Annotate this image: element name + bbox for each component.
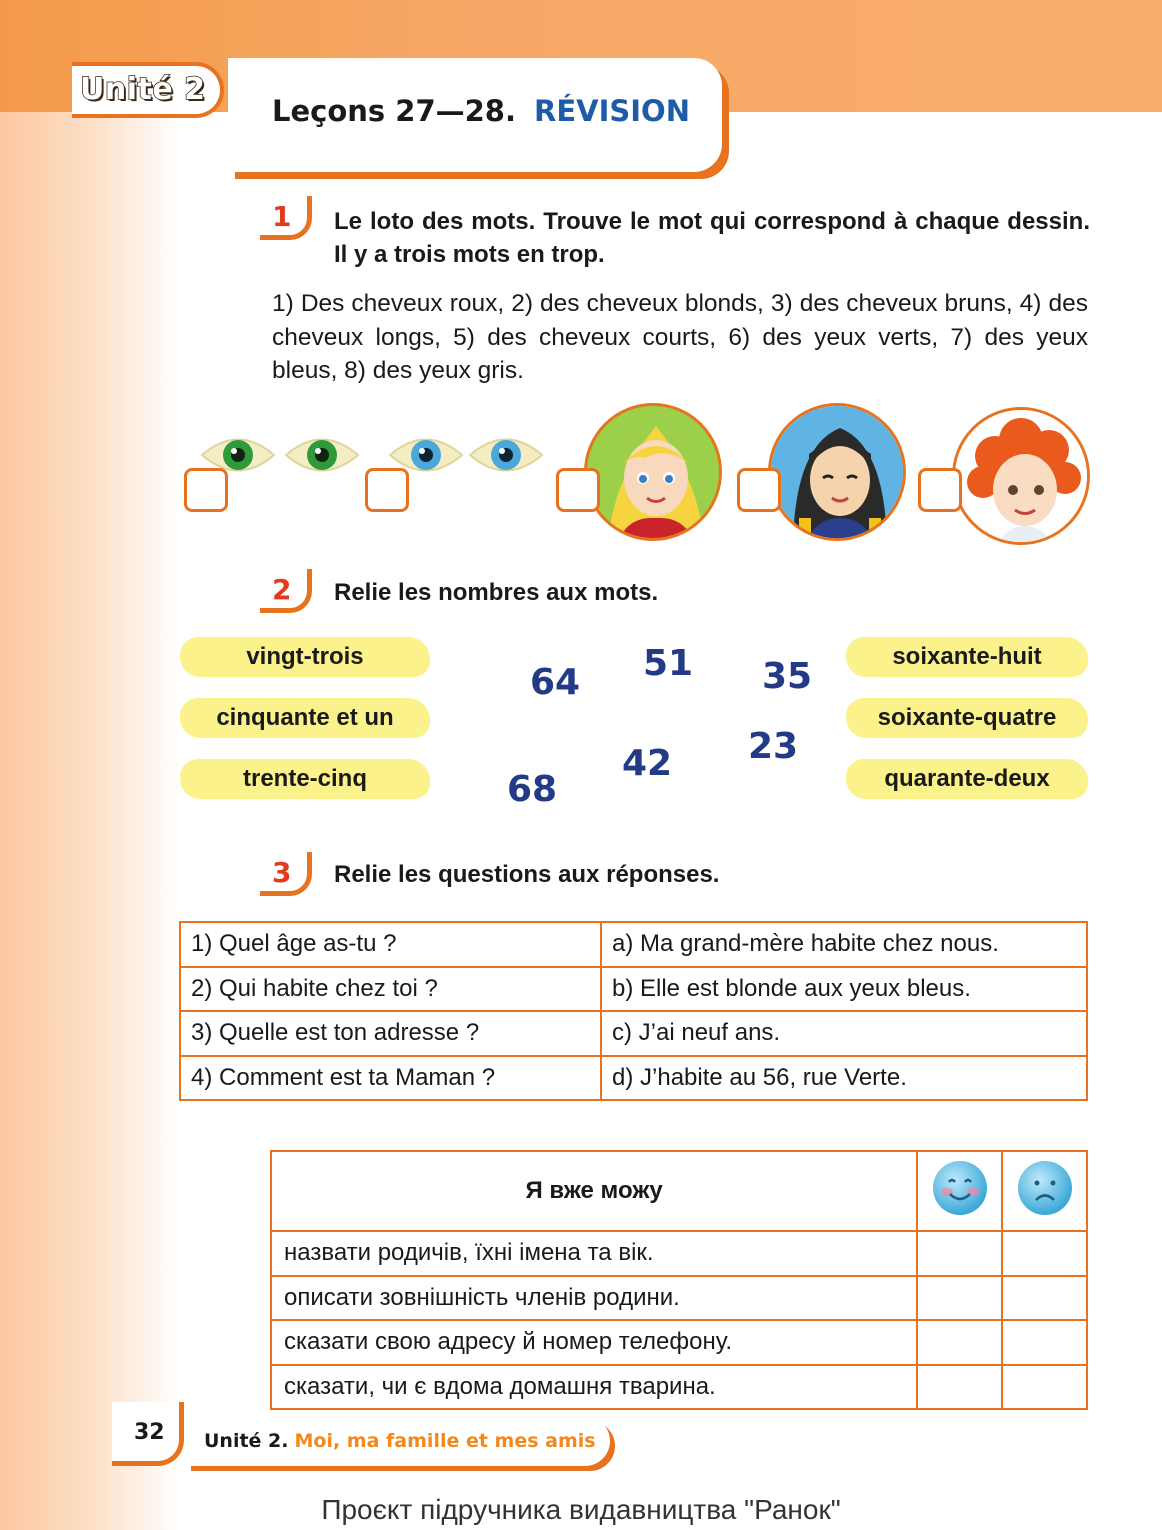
word-tag[interactable]: soixante-quatre — [846, 698, 1088, 738]
skill-label: назвати родичів, їхні імена та вік. — [271, 1231, 917, 1276]
publisher-note: Проєкт підручника видавництва "Ранок" — [321, 1494, 841, 1525]
footer-unit-label: Unité 2. — [204, 1430, 289, 1452]
word-tag[interactable]: soixante-huit — [846, 637, 1088, 677]
sad-check-cell[interactable] — [1002, 1276, 1087, 1321]
happy-face-cell — [917, 1151, 1002, 1231]
number-item[interactable]: 51 — [643, 643, 694, 684]
revision-label: RÉVISION — [534, 94, 690, 128]
table-row — [271, 1320, 1087, 1365]
unit-badge: Unité 2 — [80, 72, 206, 107]
happy-check-cell[interactable] — [917, 1276, 1002, 1321]
answer-cell[interactable]: a) Ma grand-mère habite chez nous. — [601, 922, 1087, 967]
answer-cell[interactable]: c) J’ai neuf ans. — [601, 1011, 1087, 1056]
table-row — [180, 1011, 1087, 1056]
page-side-gradient — [0, 0, 180, 1530]
sad-check-cell[interactable] — [1002, 1365, 1087, 1410]
question-cell[interactable]: 3) Quelle est ton adresse ? — [180, 1011, 601, 1056]
table-row — [180, 967, 1087, 1012]
table-row — [271, 1365, 1087, 1410]
number-item[interactable]: 68 — [507, 769, 558, 810]
blonde-girl-portrait — [584, 403, 722, 541]
number-item[interactable]: 42 — [622, 743, 673, 784]
lesson-title — [272, 94, 690, 128]
exercise-3-instruction: Relie les questions aux réponses. — [334, 861, 720, 888]
exercise-1-number: 1 — [272, 200, 292, 233]
lesson-title-text: Leçons 27—28. — [272, 94, 516, 128]
answer-cell[interactable]: b) Elle est blonde aux yeux bleus. — [601, 967, 1087, 1012]
sad-check-cell[interactable] — [1002, 1320, 1087, 1365]
green-eye-icon — [282, 430, 362, 480]
self-check-heading: Я вже можу — [271, 1151, 917, 1231]
self-check-header-row — [271, 1151, 1087, 1231]
answer-box-dark-haired-girl[interactable] — [737, 468, 781, 512]
word-tag[interactable]: quarante-deux — [846, 759, 1088, 799]
page-number: 32 — [134, 1420, 165, 1445]
number-item[interactable]: 35 — [762, 656, 813, 697]
number-item[interactable]: 64 — [530, 662, 581, 703]
answer-box-red-haired-girl[interactable] — [918, 468, 962, 512]
sad-face-icon — [1015, 1158, 1075, 1218]
question-cell[interactable]: 2) Qui habite chez toi ? — [180, 967, 601, 1012]
exercise-2-instruction: Relie les nombres aux mots. — [334, 579, 659, 606]
exercise-1-instruction: Le loto des mots. Trouve le mot qui correspond à chaque dessin. Il y a trois mots en trop. — [334, 208, 1090, 268]
blonde-girl-icon — [587, 406, 722, 541]
footer-unit-title — [204, 1430, 596, 1452]
question-cell[interactable]: 1) Quel âge as-tu ? — [180, 922, 601, 967]
blue-eye-icon — [466, 430, 546, 480]
happy-face-icon — [930, 1158, 990, 1218]
answer-box-green-eyes[interactable] — [184, 468, 228, 512]
exercise-2-number: 2 — [272, 573, 292, 606]
number-item[interactable]: 23 — [748, 726, 799, 767]
table-row — [180, 1056, 1087, 1101]
answer-box-blonde-girl[interactable] — [556, 468, 600, 512]
sad-face-cell — [1002, 1151, 1087, 1231]
footer-unit-name: Moi, ma famille et mes amis — [294, 1430, 596, 1452]
answer-box-blue-eyes[interactable] — [365, 468, 409, 512]
happy-check-cell[interactable] — [917, 1231, 1002, 1276]
red-haired-girl-icon — [955, 410, 1090, 545]
exercise-3-number: 3 — [272, 856, 292, 889]
table-row — [271, 1231, 1087, 1276]
word-tag[interactable]: cinquante et un — [180, 698, 430, 738]
word-tag[interactable]: trente-cinq — [180, 759, 430, 799]
happy-check-cell[interactable] — [917, 1365, 1002, 1410]
skill-label: сказати, чи є вдома домашня тварина. — [271, 1365, 917, 1410]
skill-label: сказати свою адресу й номер телефону. — [271, 1320, 917, 1365]
table-row — [180, 922, 1087, 967]
happy-check-cell[interactable] — [917, 1320, 1002, 1365]
self-check-table — [270, 1150, 1088, 1410]
answer-cell[interactable]: d) J’habite au 56, rue Verte. — [601, 1056, 1087, 1101]
red-haired-girl-portrait — [952, 407, 1090, 545]
dark-haired-girl-portrait — [768, 403, 906, 541]
question-cell[interactable]: 4) Comment est ta Maman ? — [180, 1056, 601, 1101]
table-row — [271, 1276, 1087, 1321]
skill-label: описати зовнішність членів родини. — [271, 1276, 917, 1321]
exercise-1-word-list: 1) Des cheveux roux, 2) des cheveux blonds, 3) des cheveux bruns, 4) des cheveux longs, 5) des cheveux courts, 6) des yeux verts, 7) des yeux bleus, 8) des yeux gris. — [272, 290, 1088, 384]
sad-check-cell[interactable] — [1002, 1231, 1087, 1276]
dark-haired-girl-icon — [771, 406, 906, 541]
word-tag[interactable]: vingt-trois — [180, 637, 430, 677]
questions-answers-table — [179, 921, 1088, 1101]
